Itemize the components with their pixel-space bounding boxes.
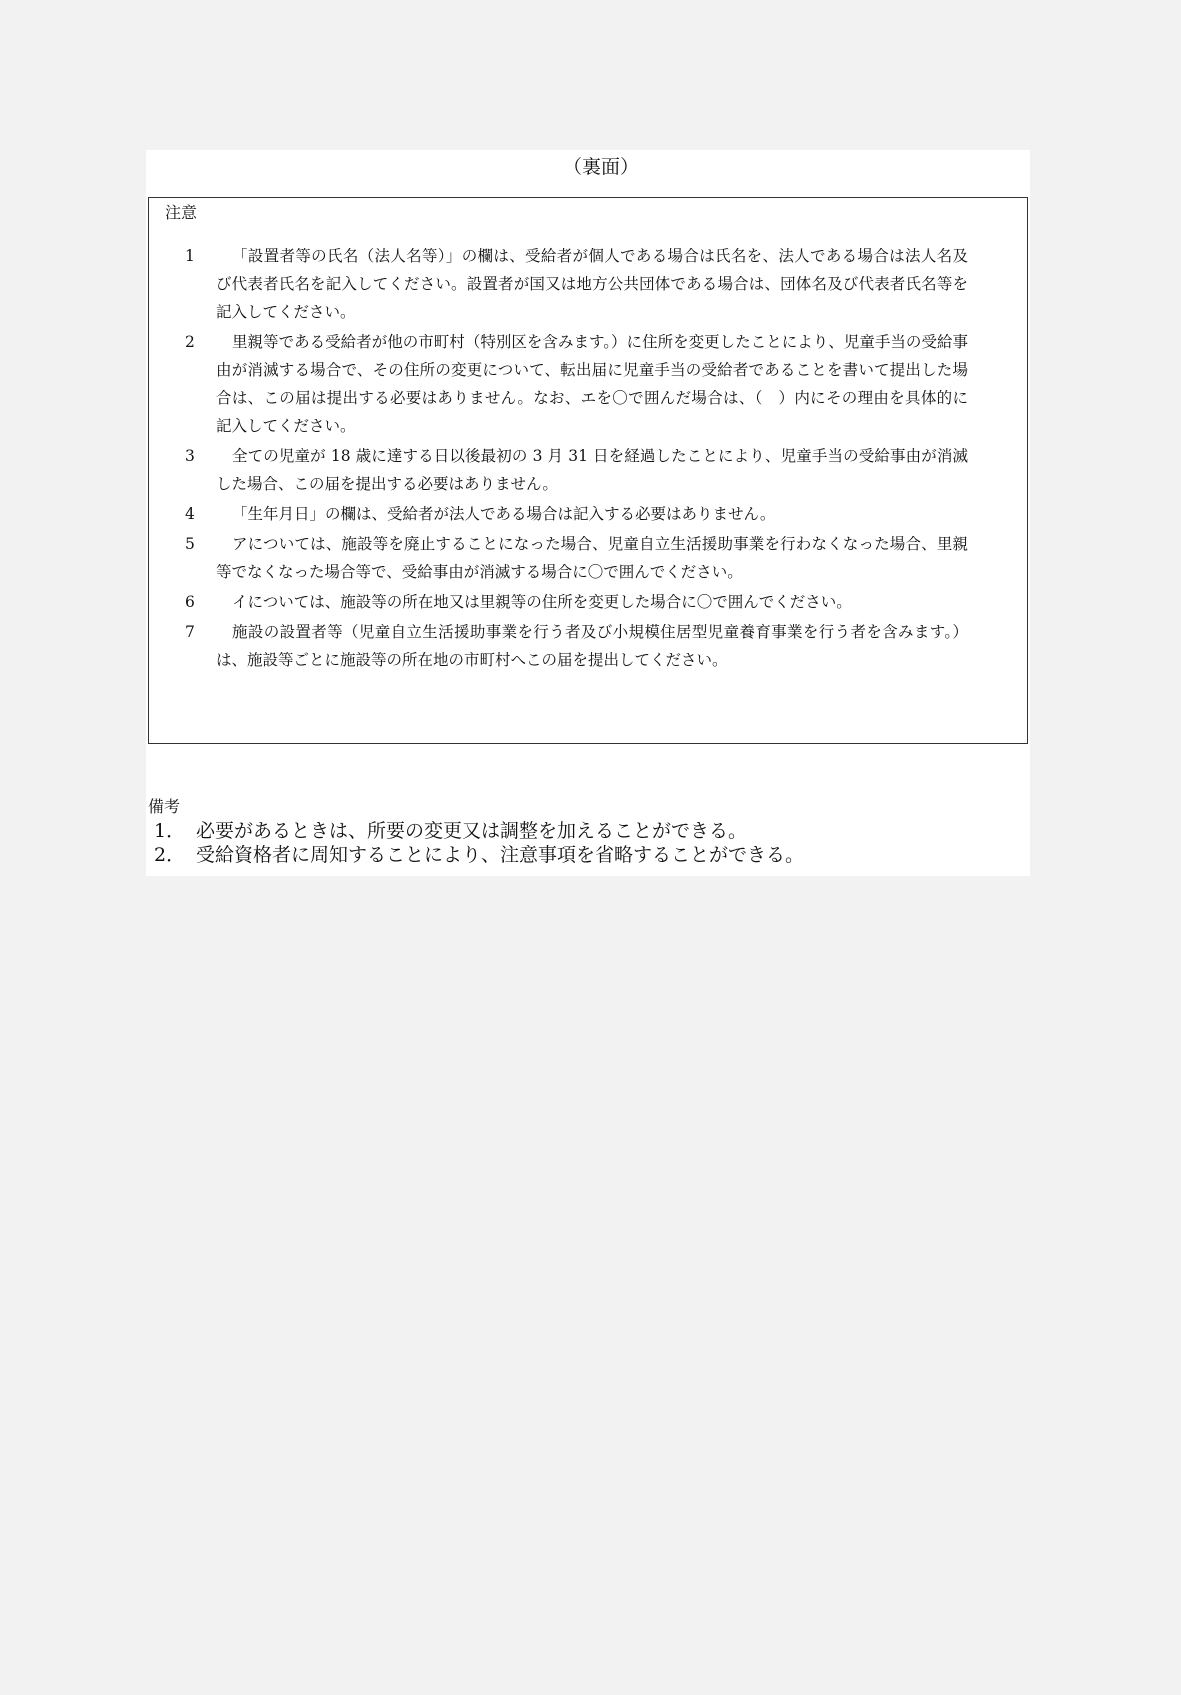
note-number: 2 xyxy=(185,333,195,351)
note-number: 5 xyxy=(185,535,195,553)
page-heading: （裏面） xyxy=(562,156,639,178)
form-sheet xyxy=(146,150,1030,876)
remarks-section xyxy=(148,796,1028,867)
note-text: アについては、施設等を廃止することになった場合、児童自立生活援助事業を行わなくなった場合、里親等でなくなった場合等で、受給事由が消滅する場合に〇で囲んでください。 xyxy=(216,535,968,581)
note-item xyxy=(149,530,1027,586)
remark-item xyxy=(148,819,1028,843)
note-text: 施設の設置者等（児童自立生活援助事業を行う者及び小規模住居型児童養育事業を行う者を含みます。）は、施設等ごとに施設等の所在地の市町村へこの届を提出してください。 xyxy=(216,623,968,669)
remarks-title: 備考 xyxy=(148,797,181,816)
remark-text: 必要があるときは、所要の変更又は調整を加えることができる。 xyxy=(196,820,748,842)
note-item xyxy=(149,328,1027,440)
note-text: 「設置者等の氏名（法人名等）」の欄は、受給者が個人である場合は氏名を、法人である場合は法人名及び代表者氏名を記入してください。設置者が国又は地方公共団体である場合は、団体名及び代表者氏名等を記入してください。 xyxy=(216,247,968,321)
remark-number: 2． xyxy=(154,844,186,866)
note-item xyxy=(149,588,1027,616)
note-number: 4 xyxy=(185,505,195,523)
notes-list xyxy=(149,242,1027,676)
notes-section xyxy=(148,197,1028,744)
note-number: 6 xyxy=(185,593,195,611)
note-text: 「生年月日」の欄は、受給者が法人である場合は記入する必要はありません。 xyxy=(232,505,776,523)
remark-item xyxy=(148,843,1028,867)
remark-text: 受給資格者に周知することにより、注意事項を省略することができる。 xyxy=(196,844,805,866)
remark-number: 1． xyxy=(154,820,186,842)
note-text: 全ての児童が 18 歳に達する日以後最初の 3 月 31 日を経過したことにより、児童手当の受給事由が消滅した場合、この届を提出する必要はありません。 xyxy=(216,447,968,493)
remarks-list xyxy=(148,819,1028,867)
note-text: イについては、施設等の所在地又は里親等の住所を変更した場合に〇で囲んでください。 xyxy=(232,593,852,611)
note-item xyxy=(149,500,1027,528)
notes-title: 注意 xyxy=(165,203,198,222)
note-text: 里親等である受給者が他の市町村（特別区を含みます。）に住所を変更したことにより、児童手当の受給事由が消滅する場合で、その住所の変更について、転出届に児童手当の受給者であることを書いて提出した場合は、この届は提出する必要はありません。なお、エを〇で囲んだ場合は、（ ）内にその理由を具体的に記入してください。 xyxy=(216,333,968,435)
note-item xyxy=(149,242,1027,326)
note-item xyxy=(149,442,1027,498)
note-number: 7 xyxy=(185,623,195,641)
note-number: 3 xyxy=(185,447,195,465)
note-number: 1 xyxy=(185,247,195,265)
note-item xyxy=(149,618,1027,674)
